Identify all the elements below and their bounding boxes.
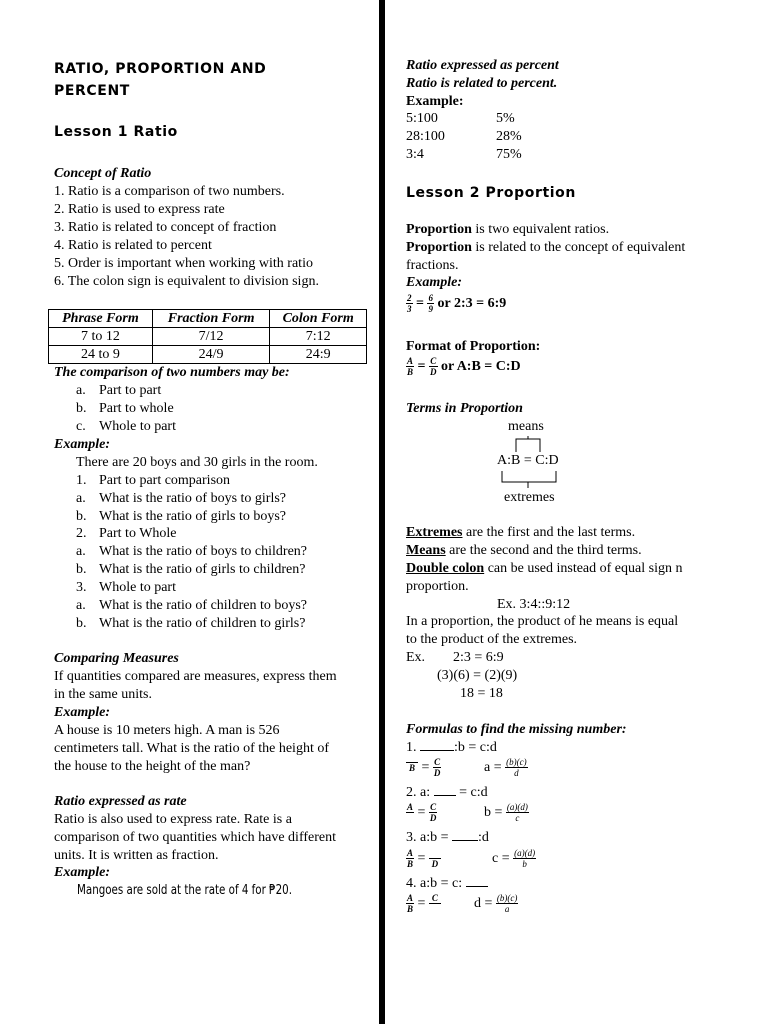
percent-value: 75% bbox=[496, 147, 522, 162]
extremes-definition bbox=[406, 524, 635, 542]
rate-line: units. It is written as fraction. bbox=[54, 848, 219, 863]
means-label: means bbox=[508, 419, 544, 434]
fraction: $\frac{C}{D}$ bbox=[430, 356, 437, 378]
fraction: B bbox=[406, 762, 418, 773]
formula-label: 3. a:b = :d bbox=[406, 830, 489, 845]
percent-ratio: 28:100 bbox=[406, 129, 445, 144]
fraction: $\frac{6}{9}$ bbox=[428, 293, 433, 315]
formula-equation: B = $\frac{C}{D}$ bbox=[406, 755, 441, 781]
measures-example-line: A house is 10 meters high. A man is 526 bbox=[54, 723, 280, 738]
double-colon-def-text: can be used instead of equal sign n bbox=[484, 561, 683, 576]
list-item: Part to Whole bbox=[99, 526, 177, 541]
rate-example-text: Mangoes are sold at the rate of 4 for ₱20. bbox=[77, 883, 292, 898]
fraction: $\frac{(a)(d)}{c}$ bbox=[506, 802, 528, 824]
page-title-line1: RATIO, PROPORTION AND bbox=[54, 61, 267, 77]
table-cell: 24 to 9 bbox=[49, 346, 153, 364]
fraction: C bbox=[429, 893, 441, 914]
means-definition bbox=[406, 542, 642, 560]
ex-line: (3)(6) = (2)(9) bbox=[437, 668, 518, 683]
percent-value: 28% bbox=[496, 129, 522, 144]
fraction: $\frac{2}{3}$ bbox=[407, 293, 412, 315]
list-marker: 1. bbox=[76, 473, 87, 488]
format-example: $\frac{A}{B}$ = $\frac{C}{D}$ or A:B = C:D bbox=[407, 356, 521, 378]
formula-solution: b = $\frac{(a)(d)}{c}$ bbox=[484, 802, 528, 824]
percent-heading: Ratio expressed as percent bbox=[406, 58, 559, 73]
formula-solution: c = $\frac{(a)(d)}{b}$ bbox=[492, 848, 536, 870]
lesson1-heading: Lesson 1 Ratio bbox=[54, 124, 178, 140]
table-cell: 7:12 bbox=[270, 328, 367, 346]
measures-heading: Comparing Measures bbox=[54, 651, 179, 666]
list-item: Part to whole bbox=[99, 401, 174, 416]
list-marker: a. bbox=[76, 383, 86, 398]
ratio-forms-table bbox=[48, 309, 367, 364]
fraction: $\frac{C}{D}$ bbox=[433, 757, 441, 779]
fraction: $\frac{A}{B}$ bbox=[407, 356, 414, 378]
table-header: Colon Form bbox=[270, 310, 367, 328]
extremes-def-text: are the first and the last terms. bbox=[462, 525, 636, 540]
proportion-relation bbox=[406, 239, 685, 257]
concept-item: 4. Ratio is related to percent bbox=[54, 238, 212, 253]
column-divider bbox=[379, 0, 385, 1024]
proportion-definition bbox=[406, 221, 609, 239]
formula-label: 4. a:b = c: bbox=[406, 875, 488, 893]
list-marker: a. bbox=[76, 544, 86, 559]
proportion-term: Proportion bbox=[406, 240, 472, 255]
proportion-example-label: Example: bbox=[406, 275, 462, 290]
percent-value: 5% bbox=[496, 111, 515, 126]
product-line: to the product of the extremes. bbox=[406, 632, 578, 647]
format-heading: Format of Proportion: bbox=[406, 339, 541, 354]
means-def-text: are the second and the third terms. bbox=[445, 543, 642, 558]
double-colon-example: Ex. 3:4::9:12 bbox=[497, 597, 571, 612]
list-item: What is the ratio of children to girls? bbox=[99, 616, 306, 631]
table-cell: 24/9 bbox=[152, 346, 269, 364]
concept-item: 6. The colon sign is equivalent to division sign. bbox=[54, 274, 319, 289]
list-marker: b. bbox=[76, 401, 87, 416]
list-item: Part to part comparison bbox=[99, 473, 231, 488]
measures-example-label: Example: bbox=[54, 705, 110, 720]
formula-equation: A = $\frac{C}{D}$ bbox=[407, 802, 437, 824]
proportion-term: Proportion bbox=[406, 222, 472, 237]
extremes-label: extremes bbox=[504, 490, 555, 505]
list-item: Whole to part bbox=[99, 580, 176, 595]
list-marker: c. bbox=[76, 419, 86, 434]
lesson2-heading: Lesson 2 Proportion bbox=[406, 185, 576, 201]
list-marker: b. bbox=[76, 616, 87, 631]
double-colon-definition-cont: proportion. bbox=[406, 579, 469, 594]
concept-item: 2. Ratio is used to express rate bbox=[54, 202, 225, 217]
list-marker: a. bbox=[76, 491, 86, 506]
list-item: What is the ratio of boys to children? bbox=[99, 544, 307, 559]
fraction: A bbox=[407, 802, 414, 813]
formula-solution: d = $\frac{(b)(c)}{a}$ bbox=[474, 893, 518, 915]
double-colon-term: Double colon bbox=[406, 561, 485, 576]
list-marker: b. bbox=[76, 562, 87, 577]
table-header: Fraction Form bbox=[152, 310, 269, 328]
percent-ratio: 3:4 bbox=[406, 147, 424, 162]
proportion-example-text: or 2:3 = 6:9 bbox=[437, 296, 507, 311]
list-item: What is the ratio of girls to children? bbox=[99, 562, 306, 577]
list-item: What is the ratio of girls to boys? bbox=[99, 509, 287, 524]
list-marker: b. bbox=[76, 509, 87, 524]
double-colon-definition bbox=[406, 560, 682, 578]
concept-item: 1. Ratio is a comparison of two numbers. bbox=[54, 184, 285, 199]
proportion-example: $\frac{2}{3}$ = $\frac{6}{9}$ or 2:3 = 6:9 bbox=[407, 293, 507, 315]
proportion-relation-cont: fractions. bbox=[406, 258, 459, 273]
list-marker: 2. bbox=[76, 526, 87, 541]
fraction: $\frac{C}{D}$ bbox=[429, 802, 437, 824]
page-title-line2: PERCENT bbox=[54, 83, 130, 99]
rate-heading: Ratio expressed as rate bbox=[54, 794, 187, 809]
fraction: $\frac{A}{B}$ bbox=[407, 893, 414, 915]
table-header-row bbox=[49, 310, 367, 328]
rate-example-label: Example: bbox=[54, 865, 110, 880]
example-intro: There are 20 boys and 30 girls in the room. bbox=[76, 455, 318, 470]
list-item: What is the ratio of children to boys? bbox=[99, 598, 307, 613]
table-row bbox=[49, 346, 367, 364]
percent-example-label: Example: bbox=[406, 94, 464, 109]
formulas-heading: Formulas to find the missing number: bbox=[406, 722, 627, 737]
table-cell: 7/12 bbox=[152, 328, 269, 346]
terms-expression: A:B = C:D bbox=[497, 453, 559, 468]
formula-equation: $\frac{A}{B}$ = D bbox=[406, 846, 441, 872]
format-example-text: or A:B = C:D bbox=[441, 359, 521, 374]
rate-line: comparison of two quantities which have different bbox=[54, 830, 336, 845]
table-cell: 7 to 12 bbox=[49, 328, 153, 346]
ex-label: Ex. bbox=[406, 650, 426, 665]
measures-line: If quantities compared are measures, express them bbox=[54, 669, 337, 684]
formula-solution: a = $\frac{(b)(c)}{d}$ bbox=[484, 757, 527, 779]
list-marker: a. bbox=[76, 598, 86, 613]
extremes-term: Extremes bbox=[406, 525, 463, 540]
fraction: $\frac{(b)(c)}{d}$ bbox=[506, 757, 527, 779]
concept-item: 5. Order is important when working with ratio bbox=[54, 256, 313, 271]
list-item: Whole to part bbox=[99, 419, 176, 434]
terms-heading: Terms in Proportion bbox=[406, 401, 523, 416]
comparison-heading: The comparison of two numbers may be: bbox=[54, 365, 290, 380]
percent-ratio: 5:100 bbox=[406, 111, 438, 126]
list-item: What is the ratio of boys to girls? bbox=[99, 491, 287, 506]
fraction: $\frac{(b)(c)}{a}$ bbox=[496, 893, 518, 915]
concept-item: 3. Ratio is related to concept of fraction bbox=[54, 220, 277, 235]
formula-label: 1. :b = c:d bbox=[406, 740, 497, 755]
list-item: Part to part bbox=[99, 383, 162, 398]
ex-line: 18 = 18 bbox=[460, 686, 503, 701]
table-header: Phrase Form bbox=[49, 310, 153, 328]
concept-heading: Concept of Ratio bbox=[54, 166, 152, 181]
means-term: Means bbox=[406, 543, 446, 558]
product-line: In a proportion, the product of he means is equal bbox=[406, 614, 679, 629]
list-marker: 3. bbox=[76, 580, 87, 595]
example-label: Example: bbox=[54, 437, 110, 452]
fraction: D bbox=[429, 848, 441, 869]
proportion-def-text: is two equivalent ratios. bbox=[471, 222, 610, 237]
ex-line: 2:3 = 6:9 bbox=[453, 650, 504, 665]
measures-example-line: the house to the height of the man? bbox=[54, 759, 251, 774]
fraction: $\frac{(a)(d)}{b}$ bbox=[514, 848, 536, 870]
proportion-def-text: is related to the concept of equivalent bbox=[471, 240, 686, 255]
fraction: $\frac{A}{B}$ bbox=[407, 848, 414, 870]
rate-line: Ratio is also used to express rate. Rate is a bbox=[54, 812, 292, 827]
measures-line: in the same units. bbox=[54, 687, 152, 702]
formula-equation: $\frac{A}{B}$ = C bbox=[406, 891, 441, 917]
formula-label: 2. a: = c:d bbox=[406, 785, 488, 800]
table-row bbox=[49, 328, 367, 346]
table-cell: 24:9 bbox=[270, 346, 367, 364]
percent-subheading: Ratio is related to percent. bbox=[406, 76, 558, 91]
measures-example-line: centimeters tall. What is the ratio of the height of bbox=[54, 741, 329, 756]
